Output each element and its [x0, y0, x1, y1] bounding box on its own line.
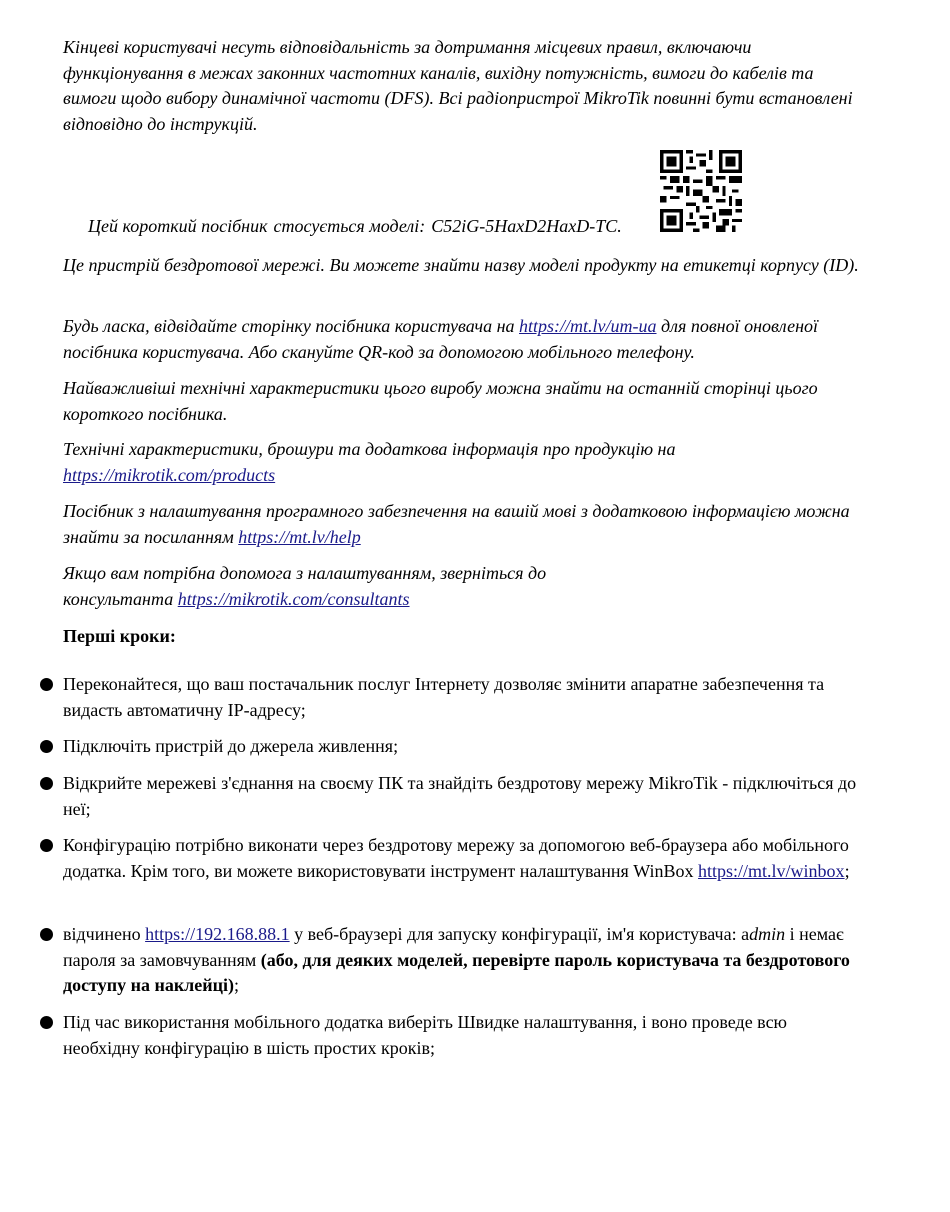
device-description: Це пристрій бездротової мережі. Ви можете знайти назву моделі продукту на етикетці корпусу (ID).: [63, 255, 859, 275]
bullet-icon: [40, 839, 53, 852]
manual-link[interactable]: https://mt.lv/um-ua: [519, 316, 657, 336]
manual-paragraph: Будь ласка, відвідайте сторінку посібника користувача на https://mt.lv/um-ua для повної оновленої посібника користувача. Або скануйте QR-код за допомогою мобільного телефону.: [63, 316, 819, 362]
bullet-icon: [40, 928, 53, 941]
step-power: Підключіть пристрій до джерела живлення;: [63, 736, 399, 756]
bullet-icon: [40, 1016, 53, 1029]
specs-note: Найважливіші технічні характеристики цього виробу можна знайти на останній сторінці цього короткого посібника.: [63, 378, 818, 424]
products-paragraph: Технічні характеристики, брошури та додаткова інформація про продукцію на https://mikrotik.com/products: [63, 439, 676, 485]
compliance-paragraph: Кінцеві користувачі несуть відповідальність за дотримання місцевих правил, включаючи функціонування в межах законних частотних каналів, вихідну потужність, вимоги до кабелів та вимоги щодо вибору динамічної частоти (DFS). Всі радіопристрої MikroTik повинні бути встановлені відповідно до інструкцій.: [63, 37, 853, 134]
first-steps-heading: Перші кроки:: [63, 626, 176, 646]
model-name: C52iG-5HaxD2HaxD-TC.: [431, 216, 622, 236]
step-connect-wifi: Відкрийте мережеві з'єднання на своєму ПК та знайдіть бездротову мережу MikroTik - підключіться до неї;: [63, 773, 857, 819]
bullet-icon: [40, 777, 53, 790]
help-link[interactable]: https://mt.lv/help: [238, 526, 361, 547]
step-mobile-app: Під час використання мобільного додатка виберіть Швидке налаштування, і воно проведе всю необхідну конфігурацію в шість простих кроків;: [63, 1012, 788, 1058]
winbox-link[interactable]: https://mt.lv/winbox: [698, 860, 845, 881]
qr-code-icon: [660, 150, 742, 232]
model-line: [88, 214, 622, 239]
step-open-browser: відчинено https://192.168.88.1 у веб-браузері для запуску конфігурації, ім'я користувача: admin і немає пароля за замовчуванням (або, для деяких моделей, перевірте пароль користувача та бездротового доступу на наклейці);: [63, 924, 850, 995]
consultants-link[interactable]: https://mikrotik.com/consultants: [177, 588, 410, 609]
model-label: Цей короткий посібник: [88, 216, 268, 236]
consultants-paragraph: Якщо вам потрібна допомога з налаштуванням, зверніться до консультанта https://mikrotik.com/consultants: [63, 563, 547, 609]
step-isp: Переконайтеся, що ваш постачальник послуг Інтернету дозволяє змінити апаратне забезпечення та видасть автоматичну IP-адресу;: [63, 674, 825, 720]
bullet-icon: [40, 740, 53, 753]
products-link[interactable]: https://mikrotik.com/products: [63, 464, 276, 485]
router-ip-link[interactable]: https://192.168.88.1: [145, 924, 290, 944]
model-label-2: стосується моделі:: [273, 216, 426, 236]
step-configure: Конфігурацію потрібно виконати через бездротову мережу за допомогою веб-браузера або мобільного додатка. Крім того, ви можете використовувати інструмент налаштування WinBox https://mt.lv/winbox;: [63, 835, 850, 881]
help-paragraph: Посібник з налаштування програмного забезпечення на вашій мові з додатковою інформацією можна знайти за посиланням https://mt.lv/help: [63, 501, 850, 547]
bullet-icon: [40, 678, 53, 691]
